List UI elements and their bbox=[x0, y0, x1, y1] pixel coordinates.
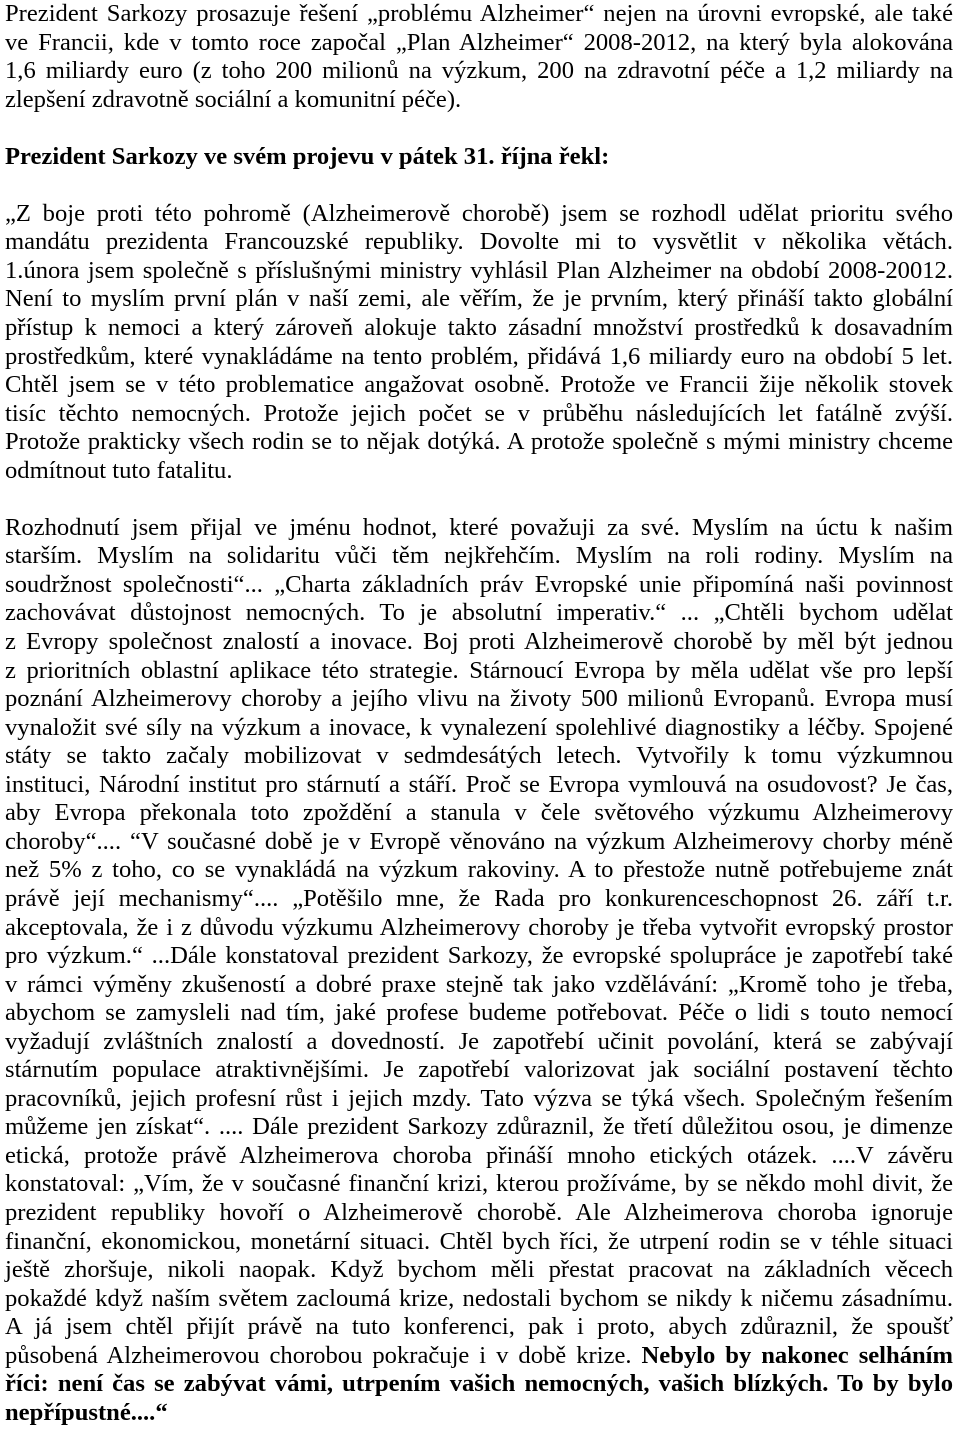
speech-line: prostředkům, které vynakládáme na tento problém, přidává 1,6 miliardy euro na období 5 let. bbox=[5, 342, 953, 370]
speech-line: finanční, ekonomickou, monetární situaci. Chtěl bych říci, že utrpení rodin se v téhle situaci bbox=[5, 1227, 953, 1255]
intro-line: Prezident Sarkozy prosazuje řešení „problému Alzheimer“ nejen na úrovni evropské, ale také bbox=[5, 0, 953, 27]
speech-line: Rozhodnutí jsem přijal ve jménu hodnot, které považuji za své. Myslím na úctu k našim bbox=[5, 513, 953, 541]
speech-line: pro výzkum.“ ...Dále konstatoval prezident Sarkozy, že evropské spolupráce je zapotřebí také bbox=[5, 942, 953, 970]
speech-line: přístup k nemoci a který zároveň alokuje takto zásadní množství prostředků k dosavadním bbox=[5, 314, 953, 342]
speech-line: Není to myslím první plán v naší zemi, ale věřím, že je prvním, který přináší takto globální bbox=[5, 285, 953, 313]
speech-line: aby Evropa překonala toto zpoždění a stanula v čele světového výzkumu Alzheimerovy bbox=[5, 799, 953, 827]
speech-line: státy se takto začaly mobilizovat v sedmdesátých letech. Vytvořily k tomu výzkumnou bbox=[5, 742, 953, 770]
speech-line: mandátu prezidenta Francouzské republiky. Dovolte mi to vysvětlit v několika větách. bbox=[5, 228, 953, 256]
speech-line: z Evropy společnost znalostí a inovace. Boj proti Alzheimerově chorobě by měl být jednou bbox=[5, 628, 953, 656]
speech-line: právě její mechanismy“.... „Potěšilo mne, že Rada pro konkurenceschopnost 26. září t.r. bbox=[5, 884, 953, 912]
emphasis-line: nepřípustné....“ bbox=[5, 1398, 168, 1426]
speech-line: etická, protože právě Alzheimerova choroba přináší mnoho etických otázek. ....V závěru bbox=[5, 1141, 953, 1169]
speech-line-regular-part: působená Alzheimerovou chorobou pokračuje i v době krize. bbox=[5, 1341, 632, 1369]
speech-line: abychom se zamysleli nad tím, jaké profese budeme potřebovat. Péče o lidi s touto nemocí bbox=[5, 999, 953, 1027]
speech-line: akceptovala, že i z důvodu výzkumu Alzheimerovy choroby je třeba vytvořit evropský prostor bbox=[5, 913, 953, 941]
speech-line: tisíc těchto nemocných. Protože jejich počet se v průběhu následujících let fatálně zvýší. bbox=[5, 399, 953, 427]
speech-line: v rámci výměny zkušeností a dobré praxe stejně tak jako vzdělávání: „Kromě toho je třeba, bbox=[5, 970, 953, 998]
speech-line: prezident republiky hovoří o Alzheimerově chorobě. Ale Alzheimerova choroba ignoruje bbox=[5, 1198, 953, 1226]
speech-heading-paragraph bbox=[5, 143, 953, 172]
speech-line: vynaložit své síly na výzkum a inovace, k vynalezení spolehlivé diagnostiky a léčby. Spojené bbox=[5, 713, 953, 741]
document-body bbox=[5, 0, 953, 1427]
speech-line: než 5% z toho, co se vynakládá na výzkum rakoviny. A to přestože nutně potřebujeme znát bbox=[5, 856, 953, 884]
speech-line: Protože prakticky všech rodin se to nějak dotýká. A protože společně s mými ministry chceme bbox=[5, 428, 953, 456]
speech-line: zachovávat důstojnost nemocných. To je absolutní imperativ.“ ... „Chtěli bychom udělat bbox=[5, 599, 953, 627]
speech-line: stárnutím populace atraktivnějšími. Je zapotřebí valorizovat jak sociální postavení těchto bbox=[5, 1056, 953, 1084]
speech-line: vyžadují zvláštních znalostí a dovedností. Je zapotřebí učinit povolání, která se zabývají bbox=[5, 1027, 953, 1055]
emphasis-line: říci: není čas se zabývat vámi, utrpením vašich nemocných, vašich blízkých. To by bylo bbox=[5, 1370, 953, 1398]
speech-paragraph-2 bbox=[5, 514, 953, 1428]
intro-line: 1,6 miliardy euro (z toho 200 milionů na výzkum, 200 na zdravotní péče a 1,2 miliardy na bbox=[5, 57, 953, 85]
speech-line: choroby“.... “V současné době je v Evropě věnováno na výzkum Alzheimerovy chorby méně bbox=[5, 827, 953, 855]
speech-line: soudržnost společnosti“... „Charta základních práv Evropské unie připomíná naši povinnost bbox=[5, 570, 953, 598]
speech-line: ještě zhoršuje, nikoli naopak. Když bychom měli přestat pracovat na základních věcech bbox=[5, 1256, 953, 1284]
speech-line: instituci, Národní institut pro stárnutí a stáří. Proč se Evropa vymlouvá na osudovost? Je čas, bbox=[5, 770, 953, 798]
speech-line: Chtěl jsem se v této problematice angažovat osobně. Protože ve Francii žije několik stovek bbox=[5, 371, 953, 399]
speech-line: starším. Myslím na solidaritu vůči těm nejkřehčím. Myslím na roli rodiny. Myslím na bbox=[5, 542, 953, 570]
emphasis-text: Nebylo by nakonec selháním bbox=[641, 1341, 953, 1369]
speech-line: můžeme jen získat“. .... Dále prezident Sarkozy zdůraznil, že třetí důležitou osou, je dimenze bbox=[5, 1113, 953, 1141]
speech-heading: Prezident Sarkozy ve svém projevu v pátek 31. října řekl: bbox=[5, 142, 610, 170]
intro-paragraph bbox=[5, 0, 953, 114]
speech-line: A já jsem chtěl přijít právě na tuto konferenci, pak i proto, abych zdůraznil, že spoušť bbox=[5, 1313, 953, 1341]
intro-line: ve Francii, kde v tomto roce započal „Plan Alzheimer“ 2008-2012, na který byla alokována bbox=[5, 28, 953, 56]
speech-line: pracovníků, jejich profesní růst i jejich mzdy. Tato výzva se týká všech. Společným řešením bbox=[5, 1084, 953, 1112]
speech-line: odmítnout tuto fatalitu. bbox=[5, 456, 233, 484]
speech-line-mixed bbox=[5, 1342, 953, 1371]
speech-line: 1.února jsem společně s příslušnými ministry vyhlásil Plan Alzheimer na období 2008-20012. bbox=[5, 256, 953, 284]
speech-paragraph-1 bbox=[5, 200, 953, 485]
speech-line: pokaždé když naším světem zacloumá krize, nedostali bychom se nikdy k ničemu zásadnímu. bbox=[5, 1284, 953, 1312]
speech-line: z prioritních oblastní aplikace této strategie. Stárnoucí Evropa by měla udělat vše pro lepší bbox=[5, 656, 953, 684]
speech-line: poznání Alzheimerovy choroby a jejího vlivu na životy 500 milionů Evropanů. Evropa musí bbox=[5, 685, 953, 713]
speech-line: „Z boje proti této pohromě (Alzheimerově chorobě) jsem se rozhodl udělat prioritu svého bbox=[5, 199, 953, 227]
intro-line: zlepšení zdravotně sociální a komunitní péče). bbox=[5, 85, 462, 113]
speech-line: konstatoval: „Vím, že v současné finanční krizi, kterou prožíváme, by se někdo mohl divit, že bbox=[5, 1170, 953, 1198]
